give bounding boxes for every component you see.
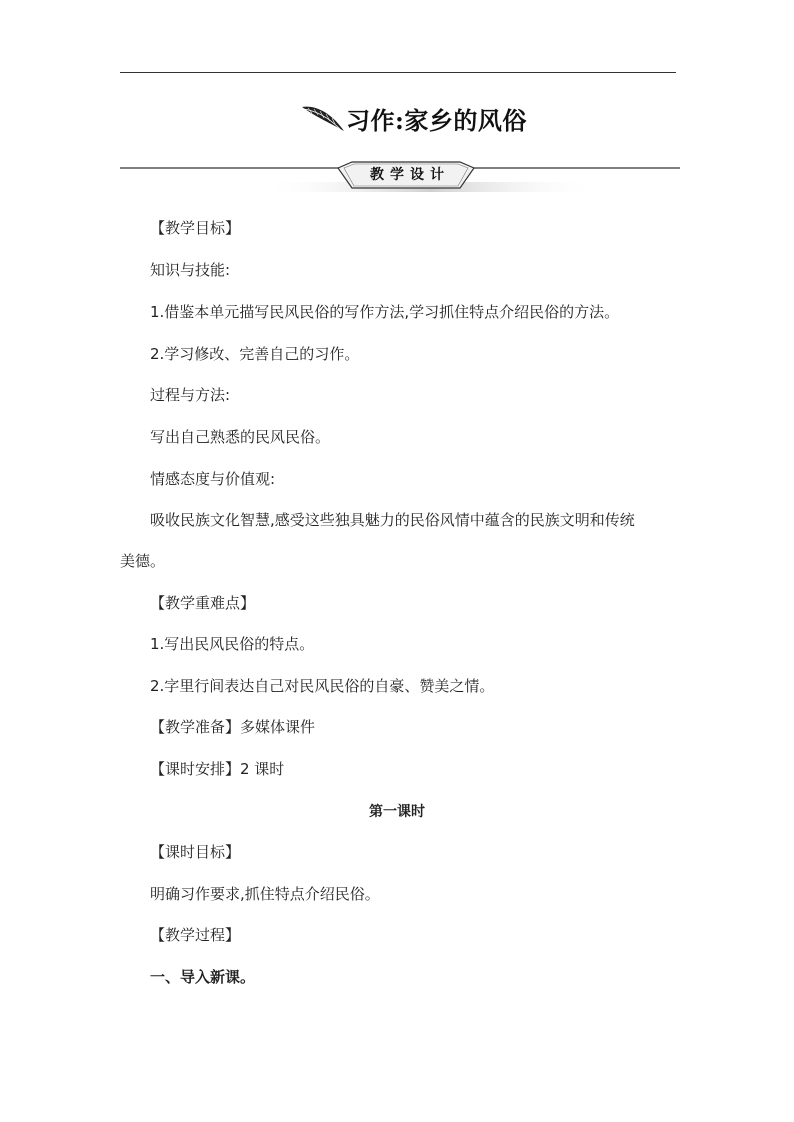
procedure-step-1: 一、导入新课。: [150, 968, 256, 986]
banner-label: 教学设计: [370, 167, 450, 183]
knowledge-label: 知识与技能:: [150, 261, 231, 279]
schedule-line: 【课时安排】2 课时: [150, 760, 285, 778]
knowledge-item-2: 2.学习修改、完善自己的习作。: [150, 345, 360, 363]
knowledge-item-1: 1.借鉴本单元描写民风民俗的写作方法,学习抓住特点介绍民俗的方法。: [150, 303, 620, 321]
title-block: [300, 98, 527, 138]
key-point-2: 2.字里行间表达自己对民风民俗的自豪、赞美之情。: [150, 677, 495, 695]
key-point-1: 1.写出民风民俗的特点。: [150, 635, 315, 653]
lesson-heading: 第一课时: [369, 804, 425, 820]
attitude-item-1-continued: 美德。: [120, 552, 166, 570]
feather-icon: [300, 103, 346, 133]
key-points-heading: 【教学重难点】: [150, 594, 256, 612]
page-title: 习作:家乡的风俗: [346, 105, 527, 135]
attitude-item-1: 吸收民族文化智慧,感受这些独具魅力的民俗风情中蕴含的民族文明和传统: [150, 511, 635, 529]
top-rule: [120, 72, 676, 73]
attitude-label: 情感态度与价值观:: [150, 470, 276, 488]
procedure-heading: 【教学过程】: [150, 926, 241, 944]
process-label: 过程与方法:: [150, 386, 231, 404]
lesson-objective-item: 明确习作要求,抓住特点介绍民俗。: [150, 885, 380, 903]
lesson-objective-heading: 【课时目标】: [150, 843, 241, 861]
process-item-1: 写出自己熟悉的民风民俗。: [150, 428, 331, 446]
preparation-line: 【教学准备】多媒体课件: [150, 718, 316, 736]
objectives-heading: 【教学目标】: [150, 219, 241, 237]
